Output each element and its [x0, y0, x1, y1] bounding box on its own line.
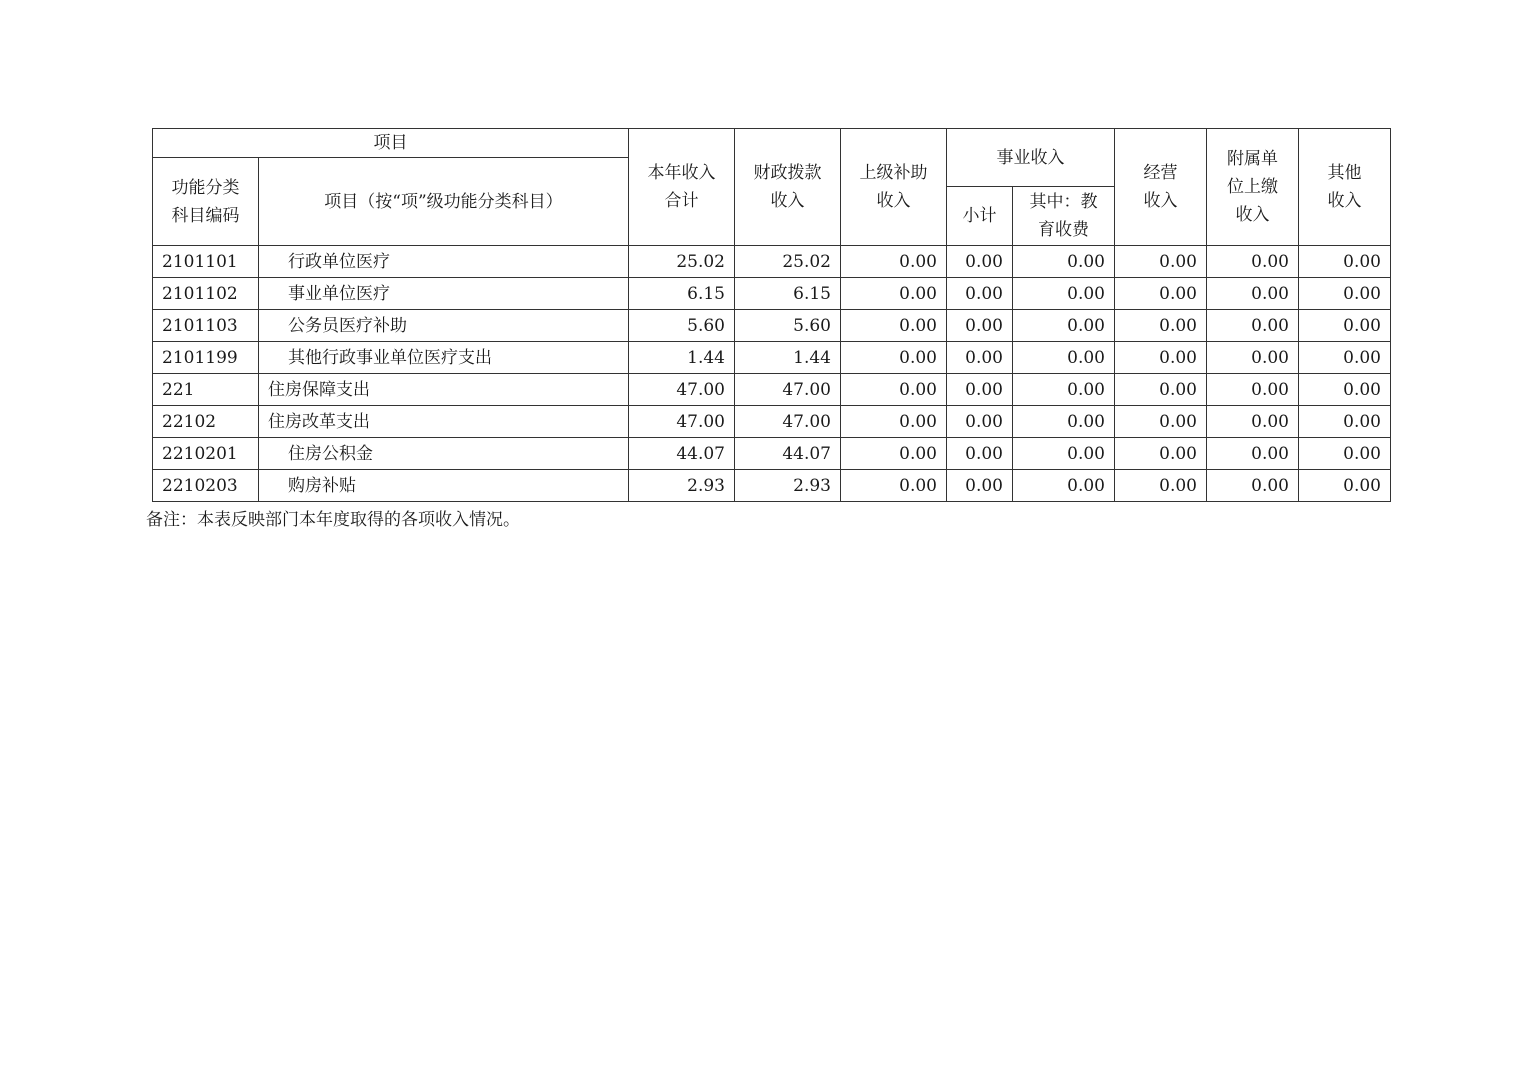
cell-subtotal: 0.00 — [947, 246, 1013, 278]
cell-other: 0.00 — [1299, 470, 1391, 502]
cell-fiscal: 47.00 — [735, 406, 841, 438]
header-other — [1299, 129, 1391, 246]
cell-superior: 0.00 — [841, 438, 947, 470]
header-subtotal: 小计 — [947, 187, 1013, 246]
header-superior — [841, 129, 947, 246]
cell-code: 2101101 — [153, 246, 259, 278]
cell-superior: 0.00 — [841, 470, 947, 502]
table-row — [153, 438, 1391, 470]
table-row — [153, 406, 1391, 438]
cell-code: 221 — [153, 374, 259, 406]
cell-name: 购房补贴 — [259, 470, 629, 502]
cell-edu: 0.00 — [1013, 278, 1115, 310]
table-note: 备注：本表反映部门本年度取得的各项收入情况。 — [146, 510, 520, 530]
cell-name: 其他行政事业单位医疗支出 — [259, 342, 629, 374]
header-other-line: 收入 — [1327, 191, 1362, 211]
cell-subtotal: 0.00 — [947, 310, 1013, 342]
cell-code: 22102 — [153, 406, 259, 438]
cell-fiscal: 6.15 — [735, 278, 841, 310]
cell-affiliate: 0.00 — [1207, 342, 1299, 374]
cell-fiscal: 2.93 — [735, 470, 841, 502]
cell-affiliate: 0.00 — [1207, 470, 1299, 502]
cell-total: 1.44 — [629, 342, 735, 374]
cell-fiscal: 44.07 — [735, 438, 841, 470]
cell-fiscal: 25.02 — [735, 246, 841, 278]
cell-code: 2101199 — [153, 342, 259, 374]
cell-edu: 0.00 — [1013, 310, 1115, 342]
cell-code: 2101102 — [153, 278, 259, 310]
cell-other: 0.00 — [1299, 246, 1391, 278]
cell-edu: 0.00 — [1013, 406, 1115, 438]
cell-affiliate: 0.00 — [1207, 246, 1299, 278]
cell-subtotal: 0.00 — [947, 342, 1013, 374]
cell-business: 0.00 — [1115, 438, 1207, 470]
cell-total: 44.07 — [629, 438, 735, 470]
header-other-line: 其他 — [1327, 163, 1362, 183]
cell-name: 住房改革支出 — [259, 406, 629, 438]
cell-subtotal: 0.00 — [947, 374, 1013, 406]
cell-superior: 0.00 — [841, 342, 947, 374]
header-business — [1115, 129, 1207, 246]
income-table-container — [152, 128, 1391, 502]
header-name: 项目（按“项”级功能分类科目） — [259, 158, 629, 246]
cell-name: 住房保障支出 — [259, 374, 629, 406]
header-edu-line: 育收费 — [1038, 220, 1089, 240]
cell-fiscal: 47.00 — [735, 374, 841, 406]
cell-other: 0.00 — [1299, 406, 1391, 438]
cell-code: 2210201 — [153, 438, 259, 470]
cell-total: 47.00 — [629, 406, 735, 438]
cell-other: 0.00 — [1299, 310, 1391, 342]
header-code — [153, 158, 259, 246]
cell-edu: 0.00 — [1013, 246, 1115, 278]
cell-code: 2210203 — [153, 470, 259, 502]
cell-affiliate: 0.00 — [1207, 438, 1299, 470]
cell-other: 0.00 — [1299, 438, 1391, 470]
cell-name: 行政单位医疗 — [259, 246, 629, 278]
header-edu — [1013, 187, 1115, 246]
header-total-line: 合计 — [664, 191, 699, 211]
cell-subtotal: 0.00 — [947, 438, 1013, 470]
header-business-line: 收入 — [1143, 191, 1178, 211]
cell-name: 事业单位医疗 — [259, 278, 629, 310]
cell-edu: 0.00 — [1013, 438, 1115, 470]
header-code-line: 功能分类 — [171, 177, 240, 198]
cell-fiscal: 5.60 — [735, 310, 841, 342]
cell-total: 2.93 — [629, 470, 735, 502]
table-row — [153, 374, 1391, 406]
header-edu-line: 其中：教 — [1029, 192, 1098, 212]
cell-affiliate: 0.00 — [1207, 310, 1299, 342]
cell-business: 0.00 — [1115, 342, 1207, 374]
cell-superior: 0.00 — [841, 278, 947, 310]
cell-other: 0.00 — [1299, 342, 1391, 374]
cell-edu: 0.00 — [1013, 374, 1115, 406]
header-total — [629, 129, 735, 246]
cell-business: 0.00 — [1115, 278, 1207, 310]
table-row — [153, 470, 1391, 502]
cell-business: 0.00 — [1115, 406, 1207, 438]
cell-code: 2101103 — [153, 310, 259, 342]
header-affiliate-line: 收入 — [1235, 205, 1270, 225]
header-superior-line: 上级补助 — [859, 163, 928, 183]
cell-affiliate: 0.00 — [1207, 278, 1299, 310]
header-fiscal-line: 财政拨款 — [753, 163, 822, 183]
cell-name: 公务员医疗补助 — [259, 310, 629, 342]
cell-subtotal: 0.00 — [947, 278, 1013, 310]
header-total-line: 本年收入 — [647, 163, 716, 183]
table-row — [153, 310, 1391, 342]
cell-name: 住房公积金 — [259, 438, 629, 470]
table-row — [153, 246, 1391, 278]
header-project: 项目 — [153, 129, 629, 158]
table-row — [153, 278, 1391, 310]
header-fiscal-line: 收入 — [770, 191, 805, 211]
cell-superior: 0.00 — [841, 310, 947, 342]
cell-total: 25.02 — [629, 246, 735, 278]
cell-fiscal: 1.44 — [735, 342, 841, 374]
table-row — [153, 342, 1391, 374]
cell-business: 0.00 — [1115, 310, 1207, 342]
header-superior-line: 收入 — [876, 191, 911, 211]
header-fiscal — [735, 129, 841, 246]
cell-business: 0.00 — [1115, 374, 1207, 406]
header-code-line: 科目编码 — [171, 205, 240, 226]
cell-business: 0.00 — [1115, 246, 1207, 278]
cell-superior: 0.00 — [841, 246, 947, 278]
cell-total: 47.00 — [629, 374, 735, 406]
cell-other: 0.00 — [1299, 278, 1391, 310]
header-affiliate — [1207, 129, 1299, 246]
header-business-line: 经营 — [1143, 163, 1178, 183]
cell-edu: 0.00 — [1013, 342, 1115, 374]
cell-total: 5.60 — [629, 310, 735, 342]
cell-superior: 0.00 — [841, 406, 947, 438]
cell-affiliate: 0.00 — [1207, 374, 1299, 406]
cell-superior: 0.00 — [841, 374, 947, 406]
header-affiliate-line: 附属单 — [1227, 149, 1278, 169]
cell-affiliate: 0.00 — [1207, 406, 1299, 438]
header-career: 事业收入 — [947, 129, 1115, 187]
cell-subtotal: 0.00 — [947, 406, 1013, 438]
header-affiliate-line: 位上缴 — [1227, 177, 1278, 197]
cell-business: 0.00 — [1115, 470, 1207, 502]
cell-other: 0.00 — [1299, 374, 1391, 406]
cell-edu: 0.00 — [1013, 470, 1115, 502]
cell-subtotal: 0.00 — [947, 470, 1013, 502]
income-table — [152, 128, 1391, 502]
cell-total: 6.15 — [629, 278, 735, 310]
